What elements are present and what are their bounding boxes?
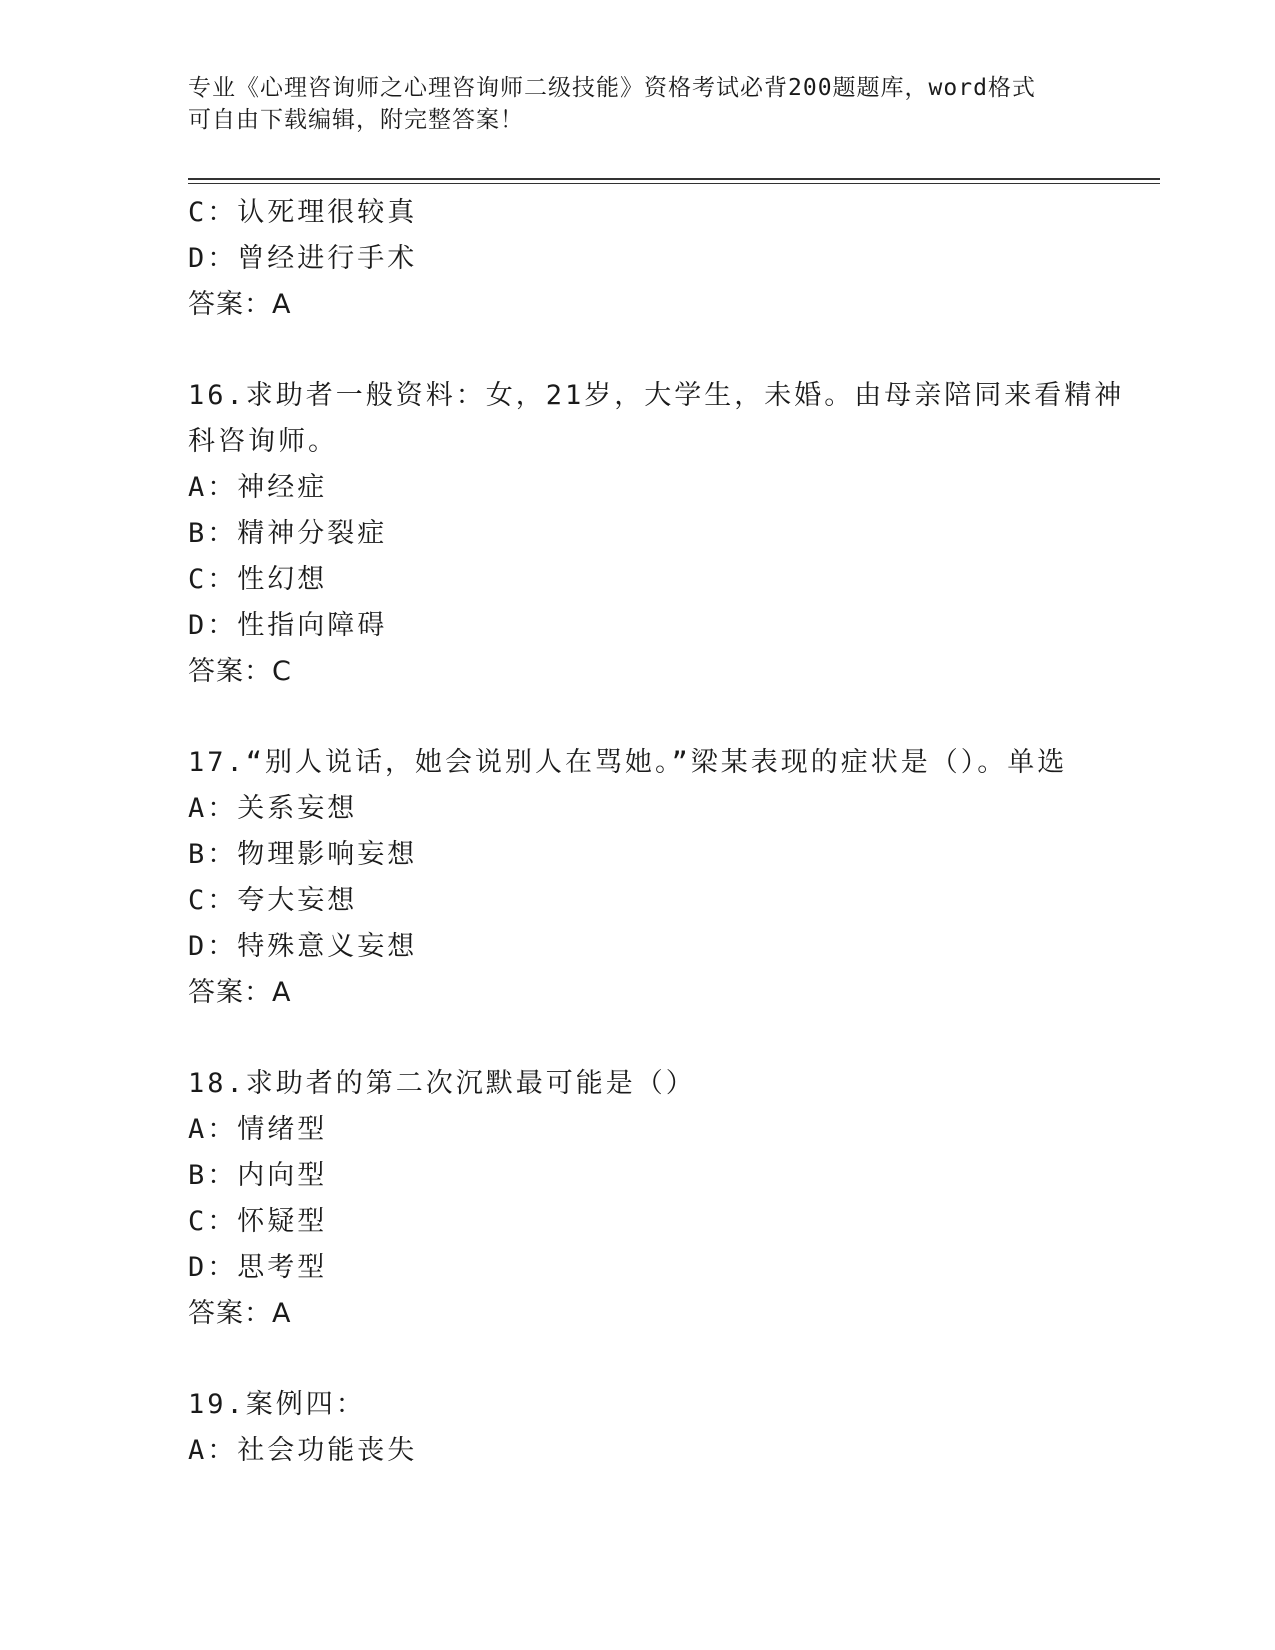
option-c: C：性幻想 [188, 564, 328, 595]
option-c: C：怀疑型 [188, 1206, 328, 1237]
option-d: D：特殊意义妄想 [188, 931, 418, 962]
question-block [188, 373, 1125, 695]
question-stem: 18.求助者的第二次沉默最可能是（） [188, 1068, 696, 1099]
option-d: D：曾经进行手术 [188, 243, 418, 274]
question-block [188, 740, 1088, 1016]
header-title-line-1: 专业《心理咨询师之心理咨询师二级技能》资格考试必背200题题库，word格式 [188, 75, 1036, 101]
answer-line: 答案：A [188, 1298, 292, 1329]
question-stem-continued: 科咨询师。 [188, 426, 338, 457]
option-d: D：思考型 [188, 1252, 328, 1283]
option-b: B：内向型 [188, 1160, 328, 1191]
header-divider-thin [188, 183, 1160, 184]
option-a: A：情绪型 [188, 1114, 328, 1145]
block-spacer [188, 1016, 1088, 1061]
option-a: A：社会功能丧失 [188, 1435, 418, 1466]
question-stem: 16.求助者一般资料：女，21岁，大学生，未婚。由母亲陪同来看精神 [188, 380, 1125, 411]
option-c: C：认死理很较真 [188, 197, 418, 228]
question-stem: 17.“别人说话，她会说别人在骂她。”梁某表现的症状是（）。单选 [188, 747, 1068, 778]
header-title-line-2: 可自由下载编辑，附完整答案！ [188, 107, 524, 133]
question-block [188, 1382, 1088, 1474]
option-c: C：夸大妄想 [188, 885, 358, 916]
answer-line: 答案：A [188, 977, 292, 1008]
option-d: D：性指向障碍 [188, 610, 388, 641]
option-a: A：关系妄想 [188, 793, 358, 824]
page-header [188, 72, 1068, 136]
option-b: B：精神分裂症 [188, 518, 388, 549]
block-spacer [188, 328, 1088, 373]
option-b: B：物理影响妄想 [188, 839, 418, 870]
block-spacer [188, 1337, 1088, 1382]
answer-line: 答案：C [188, 656, 292, 687]
question-list [188, 190, 1125, 1474]
question-block [188, 190, 1088, 328]
answer-line: 答案：A [188, 289, 292, 320]
question-block [188, 1061, 1088, 1337]
header-divider-thick [188, 178, 1160, 180]
question-stem: 19.案例四： [188, 1389, 366, 1420]
block-spacer [188, 695, 1088, 740]
option-a: A：神经症 [188, 472, 328, 503]
